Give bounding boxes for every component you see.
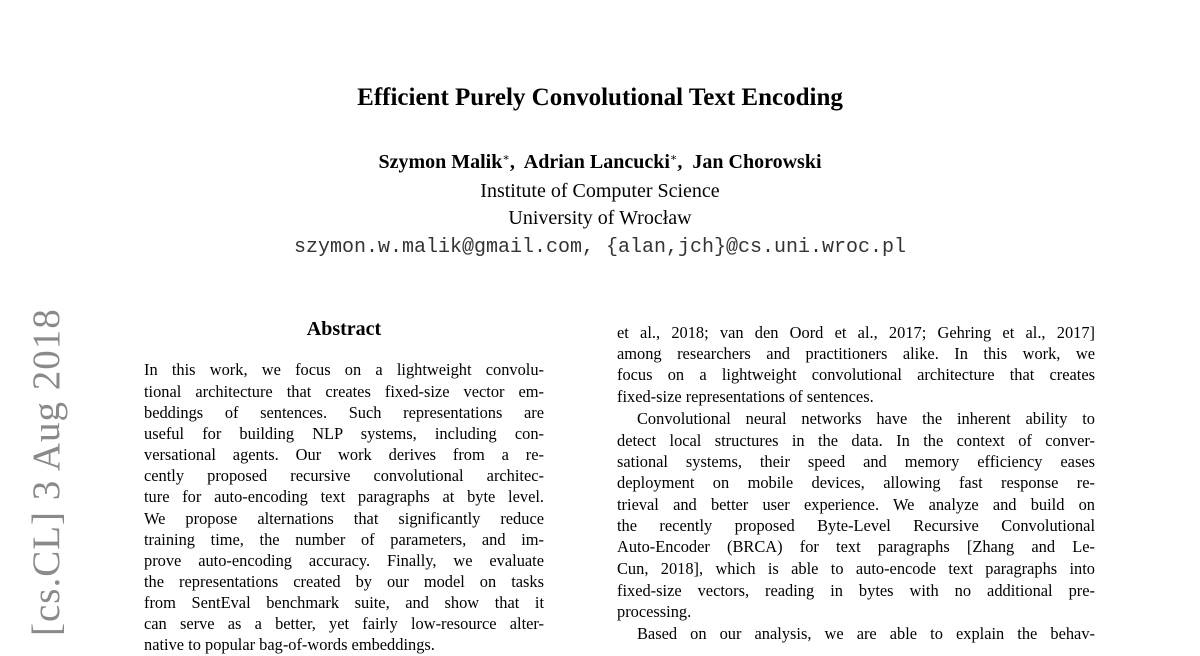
affiliation-university: University of Wrocław bbox=[508, 207, 692, 229]
abstract-line: cently proposed recursive convolutional architec- bbox=[144, 466, 544, 485]
intro-line: Based on our analysis, we are able to explain the behav- bbox=[637, 624, 1095, 643]
abstract-line: native to popular bag-of-words embeddings. bbox=[144, 635, 435, 654]
intro-line: processing. bbox=[617, 602, 692, 621]
intro-line: Cun, 2018], which is able to auto-encode text paragraphs into bbox=[617, 559, 1095, 578]
abstract-line: tional architecture that creates fixed-size vector em- bbox=[144, 382, 544, 401]
abstract-line: We propose alternations that significantly reduce bbox=[144, 509, 544, 528]
abstract-line: prove auto-encoding accuracy. Finally, we evaluate bbox=[144, 551, 544, 570]
arxiv-side-stamp: [cs.CL] 3 Aug 2018 bbox=[25, 308, 68, 636]
intro-line: trieval and better user experience. We analyze and build on bbox=[617, 495, 1095, 514]
equal-contribution-mark: ∗ bbox=[669, 152, 678, 164]
abstract-line: training time, the number of parameters, and im- bbox=[144, 530, 544, 549]
intro-line: sational systems, their speed and memory efficiency eases bbox=[617, 452, 1095, 471]
abstract-heading: Abstract bbox=[306, 318, 382, 340]
author-name: Szymon Malik bbox=[378, 151, 503, 173]
intro-line: focus on a lightweight convolutional architecture that creates bbox=[617, 365, 1095, 384]
author-name: Jan Chorowski bbox=[692, 151, 822, 173]
intro-line: deployment on mobile devices, allowing fast response re- bbox=[617, 473, 1095, 492]
author-name: Adrian Lancucki bbox=[523, 151, 670, 173]
paper-title: Efficient Purely Convolutional Text Encoding bbox=[357, 84, 843, 111]
abstract-line: the representations created by our model on tasks bbox=[144, 572, 544, 591]
intro-line: the recently proposed Byte-Level Recursive Convolutional bbox=[617, 516, 1095, 535]
abstract-line: can serve as a better, yet fairly low-resource alter- bbox=[144, 614, 544, 633]
intro-line: Convolutional neural networks have the inherent ability to bbox=[637, 409, 1095, 428]
abstract-line: In this work, we focus on a lightweight convolu- bbox=[144, 360, 544, 379]
intro-line: among researchers and practitioners alike. In this work, we bbox=[617, 344, 1095, 363]
intro-line: detect local structures in the data. In the context of conver- bbox=[617, 431, 1095, 450]
author-list: Szymon Malik∗, Adrian Lancucki∗, Jan Chorowski bbox=[378, 151, 822, 173]
abstract-line: useful for building NLP systems, including con- bbox=[144, 424, 544, 443]
abstract-line: beddings of sentences. Such representations are bbox=[144, 403, 544, 422]
intro-line: fixed-size vectors, reading in bytes with no additional pre- bbox=[617, 581, 1095, 600]
intro-line: fixed-size representations of sentences. bbox=[617, 387, 874, 406]
author-emails: szymon.w.malik@gmail.com, {alan,jch}@cs.uni.wroc.pl bbox=[293, 236, 907, 259]
equal-contribution-mark: ∗ bbox=[502, 152, 510, 164]
affiliation-institute: Institute of Computer Science bbox=[480, 180, 720, 202]
abstract-line: from SentEval benchmark suite, and show that it bbox=[144, 593, 544, 612]
intro-line: Auto-Encoder (BRCA) for text paragraphs [Zhang and Le- bbox=[617, 537, 1095, 556]
abstract-line: versational agents. Our work derives from a re- bbox=[144, 445, 544, 464]
intro-line: et al., 2018; van den Oord et al., 2017; Gehring et al., 2017] bbox=[617, 323, 1095, 342]
abstract-line: ture for auto-encoding text paragraphs at byte level. bbox=[144, 487, 544, 506]
